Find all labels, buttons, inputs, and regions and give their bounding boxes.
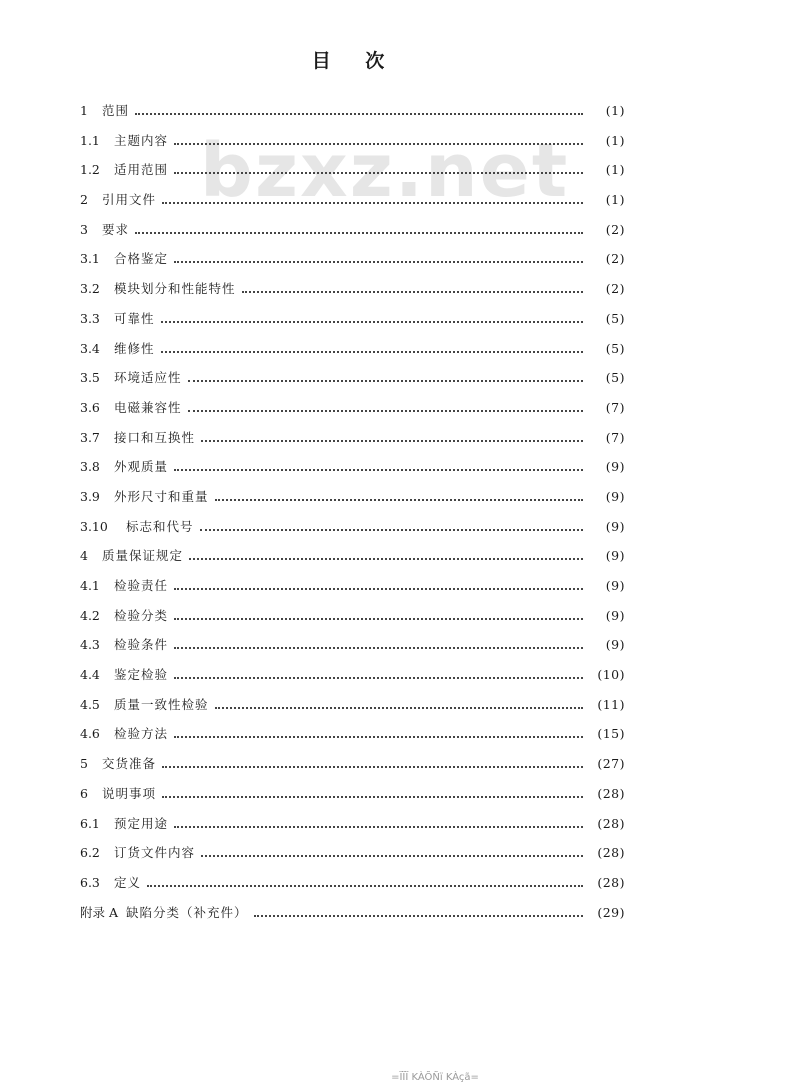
toc-dot-leader — [215, 499, 583, 501]
toc-entry-page: (1) — [605, 103, 625, 118]
toc-entry-page: (2) — [605, 221, 625, 237]
toc-entry[interactable] — [80, 719, 625, 749]
toc-entry[interactable] — [80, 215, 625, 245]
toc-dot-leader — [254, 915, 583, 917]
watermark: bzxz.net — [200, 128, 570, 214]
toc-entry-label: 检验责任 — [114, 578, 169, 593]
toc-dot-leader — [161, 351, 583, 353]
toc-entry-label: 质量保证规定 — [102, 548, 184, 564]
toc-entry-number: 3.10 — [80, 518, 108, 534]
toc-entry-page: (28) — [597, 874, 625, 890]
toc-entry-label: 质量一致性检验 — [114, 696, 209, 712]
toc-entry-page: (9) — [605, 637, 625, 653]
toc-entry-page: (1) — [605, 192, 625, 208]
toc-entry-label: 接口和互换性 — [114, 429, 196, 445]
toc-dot-leader — [242, 291, 583, 293]
toc-entry[interactable] — [80, 96, 625, 126]
toc-entry[interactable] — [80, 690, 625, 720]
toc-entry-label: 外观质量 — [114, 459, 169, 475]
toc-dot-leader — [174, 677, 583, 679]
toc-entry-label: 鉴定检验 — [114, 667, 169, 683]
toc-entry-number: 3.1 — [80, 251, 100, 267]
toc-entry[interactable] — [80, 274, 625, 304]
toc-entry-label: 模块划分和性能特性 — [114, 281, 236, 297]
toc-entry[interactable] — [80, 482, 625, 512]
toc-entry-label: 适用范围 — [114, 162, 169, 178]
toc-entry-number: 3.4 — [80, 340, 100, 356]
toc-entry-number: 4.3 — [80, 637, 100, 653]
toc-entry-page: (9) — [605, 488, 625, 504]
toc-entry-label: 检验条件 — [114, 637, 169, 653]
toc-entry-label: 引用文件 — [102, 192, 157, 208]
toc-entry-page: (9) — [605, 459, 625, 475]
toc-entry-label: 环境适应性 — [114, 370, 182, 386]
toc-entry-page: (1) — [605, 162, 625, 178]
toc-entry-page: (2) — [605, 281, 625, 297]
toc-entry[interactable] — [80, 155, 625, 185]
toc-entry-page: (5) — [605, 340, 625, 356]
toc-dot-leader — [135, 113, 583, 115]
toc-entry[interactable] — [80, 304, 625, 334]
toc-dot-leader — [174, 261, 583, 263]
toc-entry[interactable] — [80, 541, 625, 571]
toc-entry[interactable] — [80, 423, 625, 453]
toc-dot-leader — [174, 618, 583, 620]
toc-entry-number: 1.2 — [80, 162, 100, 178]
toc-entry-label: 检验分类 — [114, 607, 169, 623]
toc-entry[interactable] — [80, 660, 625, 690]
toc-dot-leader — [161, 321, 583, 323]
toc-entry-label: 检验方法 — [114, 726, 169, 742]
toc-dot-leader — [200, 529, 583, 531]
toc-dot-leader — [174, 469, 583, 471]
toc-dot-leader — [162, 796, 583, 798]
toc-entry-label: 交货准备 — [102, 756, 157, 772]
toc-dot-leader — [174, 143, 583, 145]
toc-entry[interactable] — [80, 334, 625, 364]
toc-entry-page: (7) — [605, 429, 625, 445]
toc-entry-number: 3.3 — [80, 310, 100, 326]
toc-entry[interactable] — [80, 571, 625, 601]
toc-entry-number: 6.2 — [80, 845, 100, 861]
toc-entry-number: 2 — [80, 192, 88, 208]
toc-entry-page: (28) — [597, 815, 625, 831]
toc-entry-page: (5) — [605, 310, 625, 326]
toc-entry-page: (9) — [605, 578, 625, 593]
toc-dot-leader — [188, 380, 583, 382]
toc-dot-leader — [174, 647, 583, 649]
toc-entry-number: 6.3 — [80, 874, 100, 890]
toc-entry-page: (27) — [597, 756, 625, 772]
toc-entry-number: 4.2 — [80, 607, 100, 623]
toc-dot-leader — [189, 558, 583, 560]
toc-entry[interactable] — [80, 838, 625, 868]
toc-entry-page: (11) — [597, 696, 625, 712]
toc-dot-leader — [174, 826, 583, 828]
toc-entry-page: (9) — [605, 607, 625, 623]
toc-entry[interactable] — [80, 363, 625, 393]
toc-entry-number: 附录 A — [80, 904, 119, 920]
toc-entry-label: 缺陷分类（补充件） — [126, 904, 248, 920]
toc-entry[interactable] — [80, 452, 625, 482]
toc-entry-label: 可靠性 — [114, 310, 155, 326]
toc-entry[interactable] — [80, 601, 625, 631]
toc-dot-leader — [162, 202, 583, 204]
toc-entry-label: 要求 — [102, 221, 130, 237]
toc-entry-number: 6 — [80, 785, 88, 801]
toc-entry-page: (1) — [605, 132, 625, 148]
toc-dot-leader — [201, 855, 583, 857]
toc-entry-page: (9) — [605, 548, 625, 564]
toc-entry-page: (15) — [597, 726, 625, 742]
page-title: 目 次 — [311, 50, 399, 72]
toc-entry-number: 3.9 — [80, 488, 100, 504]
page-footer: =ÏÏÏ KÀÕÑï KÀçã= — [391, 1072, 479, 1083]
toc-dot-leader — [174, 736, 583, 738]
toc-entry[interactable] — [80, 749, 625, 779]
toc-entry-label: 说明事项 — [102, 785, 157, 801]
toc-entry-page: (5) — [605, 370, 625, 386]
toc-entry[interactable] — [80, 809, 625, 839]
toc-dot-leader — [174, 588, 583, 590]
toc-entry[interactable] — [80, 512, 625, 542]
toc-dot-leader — [215, 707, 583, 709]
toc-entry-number: 4.1 — [80, 578, 100, 593]
toc-entry-number: 4.4 — [80, 667, 100, 683]
toc-entry-number: 1 — [80, 103, 88, 118]
toc-entry-number: 6.1 — [80, 815, 100, 831]
toc-entry[interactable] — [80, 868, 625, 898]
toc-entry-page: (28) — [597, 785, 625, 801]
toc-entry-label: 订货文件内容 — [114, 845, 196, 861]
toc-entry[interactable] — [80, 126, 625, 156]
toc-entry-label: 电磁兼容性 — [114, 399, 182, 415]
toc-entry[interactable] — [80, 244, 625, 274]
toc-entry-label: 预定用途 — [114, 815, 169, 831]
toc-entry-number: 3.5 — [80, 370, 100, 386]
toc-entry-label: 维修性 — [114, 340, 155, 356]
toc-dot-leader — [201, 440, 583, 442]
toc-entry[interactable] — [80, 630, 625, 660]
toc-entry-page: (7) — [605, 399, 625, 415]
toc-entry-label: 定义 — [114, 874, 142, 890]
toc-entry-number: 4.5 — [80, 696, 100, 712]
toc-entry-number: 3 — [80, 221, 88, 237]
toc-entry-number: 3.6 — [80, 399, 100, 415]
toc-entry-number: 3.7 — [80, 429, 100, 445]
toc-dot-leader — [135, 232, 583, 234]
toc-entry-page: (9) — [605, 518, 625, 534]
toc-entry-label: 合格鉴定 — [114, 251, 169, 267]
toc-entry-page: (10) — [597, 667, 625, 683]
toc-entry-number: 1.1 — [80, 132, 100, 148]
toc-dot-leader — [162, 766, 583, 768]
toc-entry-number: 3.2 — [80, 281, 100, 297]
toc-entry-number: 5 — [80, 756, 88, 772]
toc-entry-label: 范围 — [102, 103, 130, 118]
toc-entry[interactable] — [80, 185, 625, 215]
toc-dot-leader — [147, 885, 583, 887]
toc-entry-number: 4.6 — [80, 726, 100, 742]
toc-entry[interactable] — [80, 393, 625, 423]
toc-entry-page: (29) — [597, 904, 625, 920]
table-of-contents — [80, 96, 625, 927]
toc-entry-page: (2) — [605, 251, 625, 267]
toc-entry-page: (28) — [597, 845, 625, 861]
toc-entry-number: 4 — [80, 548, 88, 564]
toc-entry[interactable] — [80, 898, 625, 928]
toc-dot-leader — [174, 172, 583, 174]
toc-entry-label: 主题内容 — [114, 132, 169, 148]
toc-entry[interactable] — [80, 779, 625, 809]
toc-entry-label: 外形尺寸和重量 — [114, 488, 209, 504]
toc-dot-leader — [188, 410, 583, 412]
toc-entry-number: 3.8 — [80, 459, 100, 475]
toc-entry-label: 标志和代号 — [126, 518, 194, 534]
